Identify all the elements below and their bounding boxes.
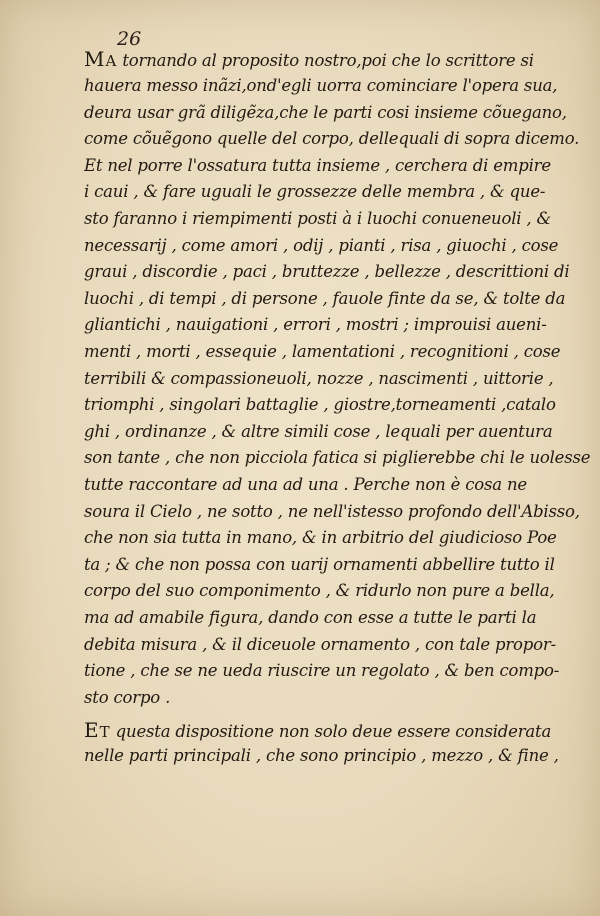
text-line: Et nel porre l'ossatura tutta insieme , cerchera di empire (84, 155, 551, 175)
text-line: ta ; & che non possa con uarij ornamenti abbellire tutto il (84, 554, 555, 574)
text-line: come cõuẽgono quelle del corpo, dellequali di sopra dicemo. (84, 129, 580, 149)
initial-rest: T (99, 723, 111, 741)
paragraph-2-first-line (84, 718, 552, 742)
text-line: gliantichi , nauigationi , errori , mostri ; improuisi aueni- (84, 315, 547, 335)
text-line: sto faranno i riempimenti posti à i luochi conueneuoli , & (84, 209, 551, 228)
text-line: soura il Cielo , ne sotto , ne nell'istesso profondo dell'Abisso, (84, 501, 580, 521)
page-number: 26 (117, 28, 142, 50)
text-line: menti , morti , essequie , lamentationi , recognitioni , cose (84, 342, 561, 361)
text-line: graui , discordie , paci , bruttezze , bellezze , descrittioni di (84, 262, 570, 282)
drop-initial: M (84, 47, 106, 71)
text-line: ghi , ordinanze , & altre simili cose , lequali per auentura (84, 421, 553, 441)
text-line: sto corpo . (84, 687, 171, 707)
text-line: nelle parti principali , che sono principio , mezzo , & fine , (84, 746, 559, 765)
text-line: son tante , che non picciola fatica si piglierebbe chi le uolesse (84, 448, 591, 468)
text-line: i caui , & fare uguali le grossezze delle membra , & que- (84, 182, 546, 202)
text-line: terribili & compassioneuoli, nozze , nascimenti , uittorie , (84, 368, 554, 388)
text-line: tutte raccontare ad una ad una . Perche non è cosa ne (84, 475, 527, 494)
text-line: luochi , di tempi , di persone , fauole finte da se, & tolte da (84, 288, 566, 308)
text-line: corpo del suo componimento , & ridurlo non pure a bella, (84, 581, 555, 601)
first-line-text: tornando al proposito nostro,poi che lo scrittore si (117, 51, 534, 70)
paragraph-1-first-line (84, 47, 534, 71)
text-line: hauera messo inãzi,ond'egli uorra cominciare l'opera sua, (84, 76, 558, 95)
drop-initial: E (84, 718, 100, 742)
text-line: tione , che se ne ueda riuscire un regolato , & ben compo- (84, 661, 560, 681)
text-line: triomphi , singolari battaglie , giostre,torneamenti ,catalo (84, 395, 556, 415)
text-line: che non sia tutta in mano, & in arbitrio del giudicioso Poe (84, 528, 557, 548)
first-line-text: questa dispositione non solo deue essere considerata (110, 722, 552, 741)
text-line: deura usar grã diligẽza,che le parti cosi insieme cõuegano, (84, 102, 567, 122)
text-line: debita misura , & il diceuole ornamento , con tale propor- (84, 634, 556, 654)
text-line: ma ad amabile figura, dando con esse a tutte le parti la (84, 608, 537, 627)
initial-rest: A (105, 52, 118, 70)
text-line: necessarij , come amori , odij , pianti , risa , giuochi , cose (84, 235, 559, 255)
